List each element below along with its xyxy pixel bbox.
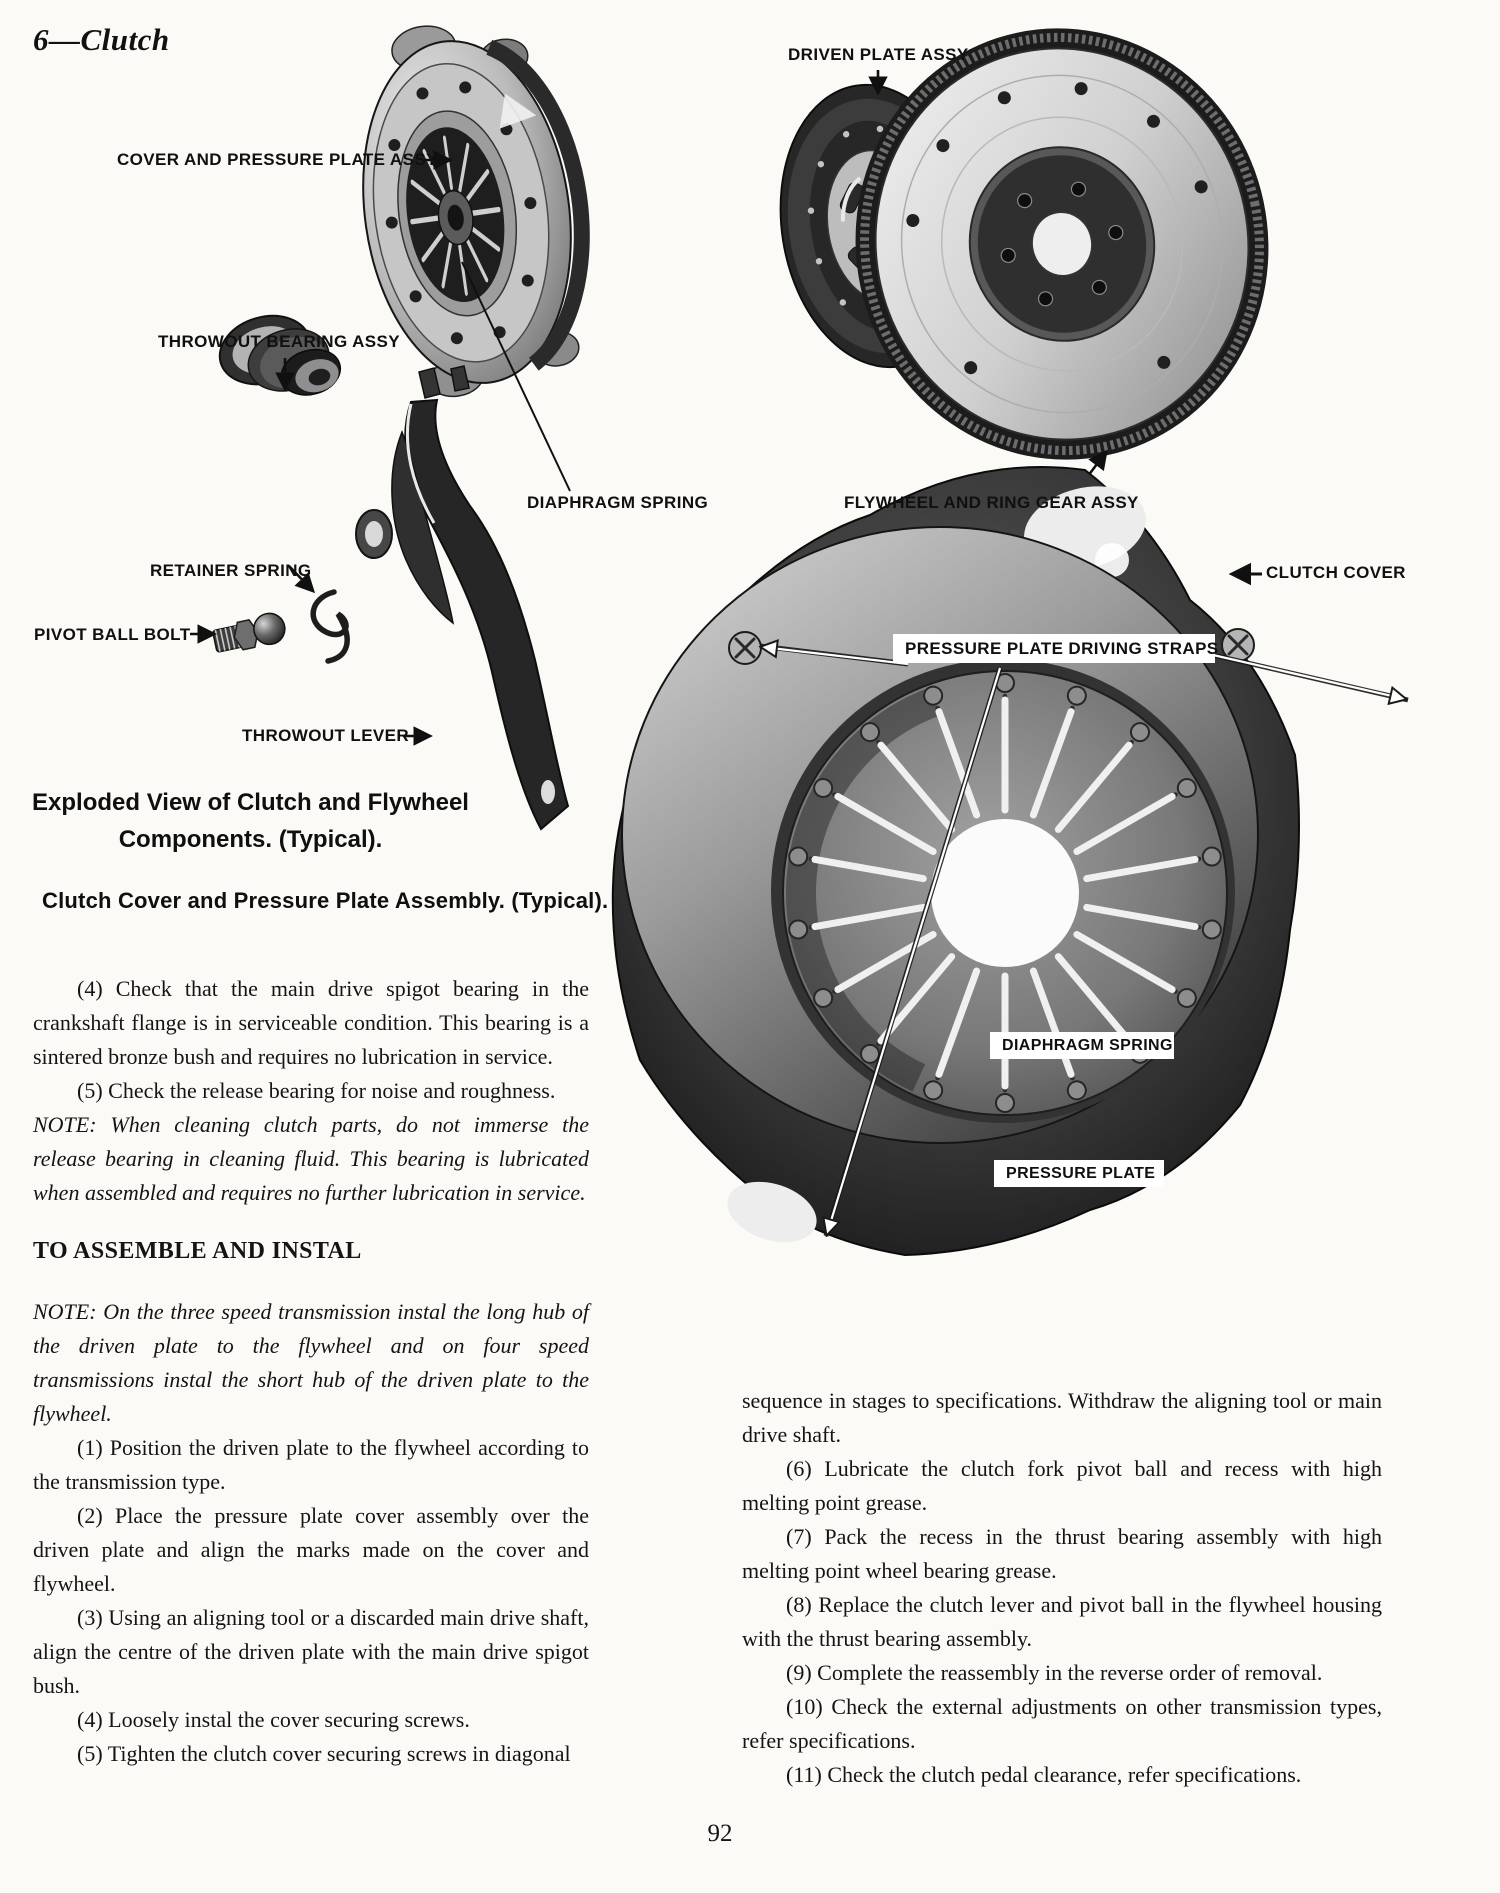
step-check-external-adjustments: (10) Check the external adjustments on other transmission types, refer specifications.: [742, 1694, 1382, 1753]
step-check-release-bearing: (5) Check the release bearing for noise and roughness.: [77, 1078, 556, 1103]
throwout-lever-drawing: [356, 366, 568, 829]
cover-assembly-caption: Clutch Cover and Pressure Plate Assembly. (Typical).: [42, 888, 609, 913]
label-pressure-plate-driving-straps: PRESSURE PLATE DRIVING STRAPS: [893, 634, 1215, 663]
section-heading-assemble-instal: TO ASSEMBLE AND INSTAL: [33, 1238, 362, 1264]
label-pressure-plate: PRESSURE PLATE: [994, 1160, 1164, 1187]
label-driven-plate: DRIVEN PLATE ASSY: [788, 45, 969, 64]
retainer-spring-drawing: [313, 592, 347, 661]
exploded-view-caption: [28, 784, 473, 858]
step-replace-clutch-lever: (8) Replace the clutch lever and pivot ball in the flywheel housing with the thrust bearing assembly.: [742, 1592, 1382, 1651]
note-transmission-hub: NOTE: On the three speed transmission instal the long hub of the driven plate to the flywheel and on four speed transmissions instal the short hub of the driven plate to the flywheel.: [33, 1299, 589, 1426]
label-cover-pressure-plate: COVER AND PRESSURE PLATE ASSY: [117, 150, 438, 169]
step-pack-thrust-bearing-recess: (7) Pack the recess in the thrust bearing assembly with high melting point wheel bearing grease.: [742, 1524, 1382, 1583]
flywheel-drawing: [816, 0, 1309, 498]
step-aligning-tool: (3) Using an aligning tool or a discarded main drive shaft, align the centre of the driven plate with the main drive spigot bush.: [33, 1605, 589, 1698]
right-text-column: [742, 1384, 1382, 1792]
step-tighten-cover-screws: (5) Tighten the clutch cover securing screws in diagonal: [77, 1741, 571, 1766]
label-throwout-lever: THROWOUT LEVER: [242, 726, 410, 745]
label-diaphragm-spring-exploded: DIAPHRAGM SPRING: [527, 493, 709, 512]
chapter-header: 6—Clutch: [33, 22, 170, 57]
step-check-spigot-bearing: (4) Check that the main drive spigot bearing in the crankshaft flange is in serviceable condition. This bearing is a sintered bronze bush and requires no lubrication in service.: [33, 976, 589, 1069]
page-number: 92: [707, 1820, 733, 1847]
label-pivot-ball-bolt: PIVOT BALL BOLT: [34, 625, 191, 644]
step-lubricate-pivot-ball: (6) Lubricate the clutch fork pivot ball and recess with high melting point grease.: [742, 1456, 1382, 1515]
label-flywheel-ring-gear: FLYWHEEL AND RING GEAR ASSY: [844, 493, 1139, 512]
label-throwout-bearing: THROWOUT BEARING ASSY: [158, 332, 400, 351]
label-diaphragm-spring-cover: DIAPHRAGM SPRING: [990, 1032, 1174, 1059]
step-position-driven-plate: (1) Position the driven plate to the flywheel according to the transmission type.: [33, 1435, 589, 1494]
note-cleaning-clutch-parts: NOTE: When cleaning clutch parts, do not immerse the release bearing in cleaning fluid. This bearing is lubricated when assembled and requires no further lubrication in service.: [33, 1112, 589, 1205]
step-loosely-instal-screws: (4) Loosely instal the cover securing screws.: [77, 1707, 470, 1732]
clutch-cover-assembly-drawing: [613, 467, 1408, 1255]
label-clutch-cover: CLUTCH COVER: [1266, 563, 1406, 582]
throwout-bearing-drawing: [212, 300, 346, 417]
step-tighten-continuation: sequence in stages to specifications. Withdraw the aligning tool or main drive shaft.: [742, 1388, 1382, 1447]
left-text-column: [33, 972, 589, 1771]
exploded-view-caption-line2: Components. (Typical).: [118, 826, 383, 853]
label-retainer-spring: RETAINER SPRING: [150, 561, 312, 580]
step-check-pedal-clearance: (11) Check the clutch pedal clearance, refer specifications.: [786, 1762, 1302, 1787]
step-complete-reassembly: (9) Complete the reassembly in the reverse order of removal.: [786, 1660, 1323, 1685]
exploded-view-caption-line1: Exploded View of Clutch and Flywheel: [32, 789, 469, 816]
pivot-ball-bolt-drawing: [211, 610, 287, 655]
step-place-pressure-plate-cover: (2) Place the pressure plate cover assembly over the driven plate and align the marks made on the cover and flywheel.: [33, 1503, 589, 1596]
